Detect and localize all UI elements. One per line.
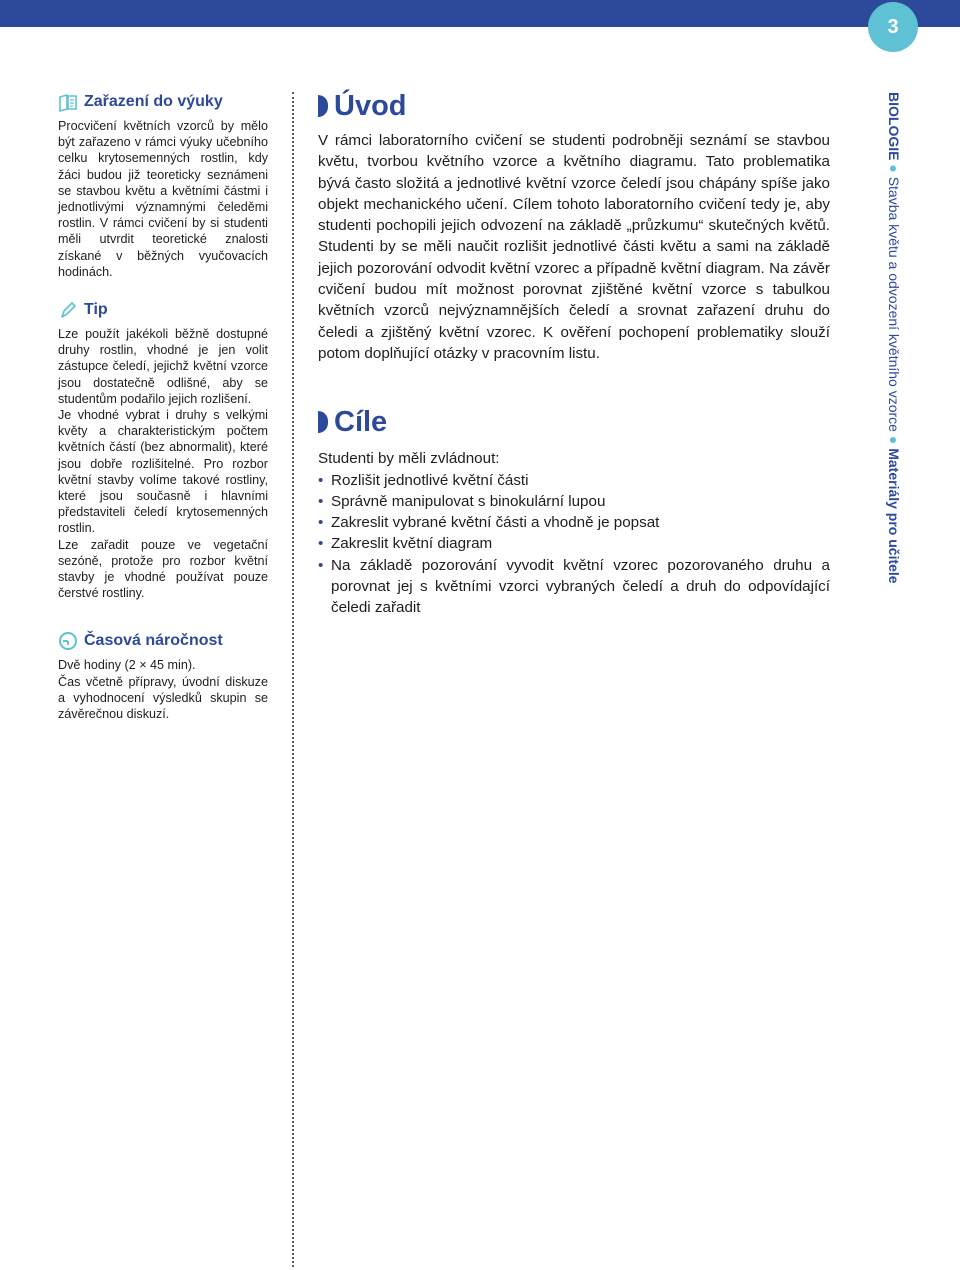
side-label	[884, 92, 906, 652]
clock-icon	[58, 631, 78, 651]
time-paragraph: Čas včetně přípravy, úvodní diskuze a vyhodnocení výsledků skupin se závěrečnou diskuzí.	[58, 674, 268, 722]
intro-title: Úvod	[334, 90, 407, 122]
placement-section	[58, 92, 268, 280]
time-paragraph: Dvě hodiny (2 × 45 min).	[58, 658, 196, 673]
dot-icon: ●	[886, 435, 902, 445]
side-label-subject: BIOLOGIE	[886, 92, 902, 161]
placement-title: Zařazení do výuky	[84, 93, 223, 110]
side-label-topic: Stavba květu a odvození květního vzorce	[886, 176, 902, 432]
dotted-divider	[292, 92, 294, 1267]
goals-list	[318, 470, 830, 619]
bullet-icon: •	[318, 514, 324, 532]
bullet-icon: •	[318, 492, 324, 510]
tip-paragraph: Je vhodné vybrat i druhy s velkými květy a charakteristickým počtem květních částí (bez abnormalit), které jsou dobře rozlišitelné. Pro rozbor květní stavby volíme takové rostliny, které jsou současně i hlavními představiteli čeledí krytosemenných rostlin.	[58, 408, 268, 536]
bullet-icon: •	[318, 535, 324, 553]
book-icon	[58, 92, 78, 112]
time-title: Časová náročnost	[84, 632, 223, 650]
list-item: • Zakreslit vybrané květní části a vhodně je popsat	[318, 512, 830, 533]
goals-intro: Studenti by měli zvládnout:	[318, 450, 500, 468]
goals-title: Cíle	[334, 406, 388, 439]
list-item: • Na základě pozorování vyvodit květní vzorec pozorovaného druhu a porovnat jej s květními vzorci vybraných čeledí a druh do odpovídající čeledi zařadit	[318, 556, 830, 617]
top-bar	[0, 0, 960, 27]
list-item: • Správně manipulovat s binokulární lupou	[318, 491, 830, 512]
tip-paragraph: Lze použít jakékoli běžně dostupné druhy rostlin, vhodné je jen volit zástupce čeledí, jejichž květní vzorce jsou dostatečně odlišné, aby se studentům podařilo jejich rozlišení.	[58, 327, 268, 406]
tip-title: Tip	[84, 301, 108, 319]
list-item: • Zakreslit květní diagram	[318, 533, 830, 554]
sidebar	[58, 92, 268, 740]
bullet-icon: •	[318, 556, 324, 574]
pencil-icon	[58, 300, 78, 320]
tip-section	[58, 300, 268, 601]
half-circle-icon	[318, 411, 328, 433]
bullet-icon: •	[318, 471, 324, 489]
half-circle-icon	[318, 95, 328, 117]
intro-text: V rámci laboratorního cvičení se studenti podrobněji seznámí se stavbou květu, tvorbou květního vzorce a květního diagramu. Tato problematika bývá často složitá a jednotlivé květní vzorce čeledí jsou chápány spíše jako objekt mechanického učení. Cílem tohoto laboratorního cvičení tedy je, aby studenti pochopili jejich odvození na základě „průzkumu“ skutečných květů. Studenti by se měli naučit rozlišit jednotlivé části květu a sami na základě jejich pozorování odvodit květní vzorec a případně květní diagram. Na závěr cvičení budou mít možnost porovnat zjištěné květní vzorce s tabulkou květních vzorců nejvýznamnějších čeledí a srovnat zařazení druhu do čeledi a zjištěný květní vzorec. K ověření pochopení problematiky slouží potom doplňující otázky v pracovním listu.	[318, 132, 830, 362]
goals-section	[318, 404, 830, 618]
list-item: • Rozlišit jednotlivé květní části	[318, 470, 830, 491]
placement-text: Procvičení květních vzorců by mělo být zařazeno v rámci výuky učebního celku krytosemenných rostlin, kdy žáci budou již teoreticky seznámeni se stavbou květu a květními částmi i jednotlivými významnými čeleděmi rostlin. V rámci cvičení by si studenti měli utvrdit teoretické znalosti získané v běžných vyučovacích hodinách.	[58, 119, 268, 279]
side-label-audience: Materiály pro učitele	[886, 448, 902, 584]
main-content	[318, 88, 830, 619]
time-section	[58, 631, 268, 722]
tip-paragraph: Lze zařadit pouze ve vegetační sezóně, protože pro rozbor květní stavby je vhodné používat pouze čerstvé rostliny.	[58, 537, 268, 601]
dot-icon: ●	[886, 164, 902, 173]
page-number: 3	[868, 2, 918, 52]
